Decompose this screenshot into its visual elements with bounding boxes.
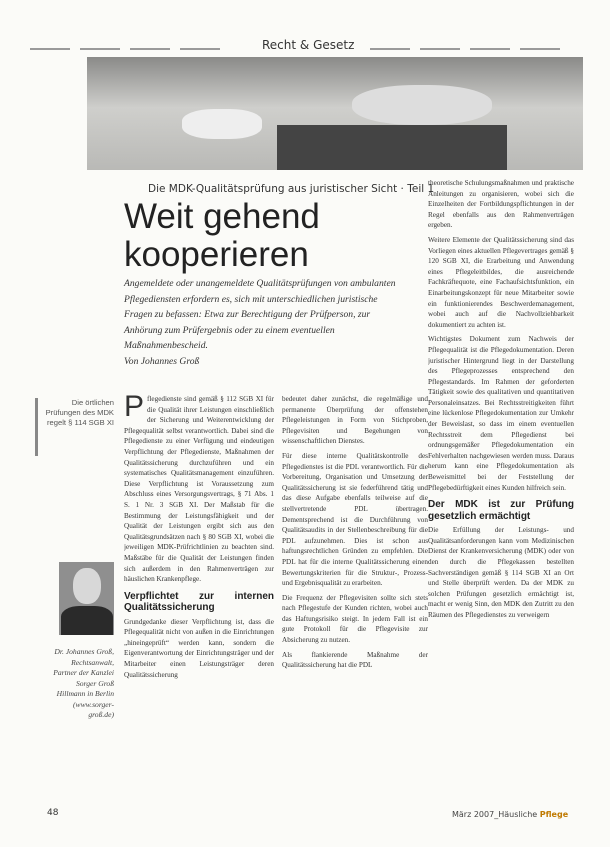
header-rule: [30, 48, 70, 50]
title-line-2: kooperieren: [124, 235, 309, 274]
drop-cap: P: [124, 394, 145, 423]
subheading: Der MDK ist zur Prüfung gesetzlich ermächtigt: [428, 499, 574, 522]
article-kicker: Die MDK-Qualitätsprüfung aus juristischer Sicht · Teil 1: [148, 183, 435, 195]
article-author: Von Johannes Groß: [124, 356, 200, 367]
body-paragraph: Für diese interne Qualitätskontrolle des Pflegedienstes ist die PDL verantwortlich. Für die Vorbereitung, Organisation und Umsetzung der Qualitätssicherung ist sie federführend tätig und das diese Aufgabe ebenfalls teilweise auf die stellvertretende PDL übertragen. Dementsprechend ist die Durchführung von Qualitätsaudits in der Stellenbeschreibung für die PDL aufzunehmen. Dies ist schon aus haftungsrechtlichen Gründen zu empfehlen. Die PDL hat für die interne Qualitätssicherung einen Bewertungskriterien für die Struktur-, Prozess- und Ergebnisqualität zu erarbeiten.: [282, 451, 428, 588]
header-rule: [420, 48, 460, 50]
body-paragraph: Die Erfüllung der Leistungs- und Qualitätsanforderungen kann vom Medizinischen Dienst der Krankenversicherung (MDK) oder von den durch die Pflegekassen bestellten Sachverständigen gemäß § 114 SGB XI an Ort und Stelle überprüft werden. Da der MDK zu solchen Prüfungen gesetzlich ermächtigt ist, macht er wenig Sinn, den MDK den Zutritt zu den Räumen des Pflegedienstes zu verweigern: [428, 526, 574, 619]
footer-issue: März 2007_: [452, 810, 499, 819]
header-rule: [130, 48, 170, 50]
body-paragraph: bedeutet daher zunächst, die regelmäßige und permanente Überprüfung der offenstehen Pflegeleistungen in Form von Stichproben, Pflegevisiten und Begehungen von wissenschaftlichen Dienstes.: [282, 395, 428, 446]
photo-hand: [182, 109, 262, 139]
body-column-1: [124, 394, 274, 804]
hero-photo: [87, 57, 583, 170]
footer-magazine-accent: Pflege: [539, 810, 569, 819]
header-rule: [180, 48, 220, 50]
body-column-2: [282, 394, 428, 804]
title-line-1: Weit gehend: [124, 197, 320, 236]
side-note-text: Die örtlichen Prüfungen des MDK regelt § 114 SGB XI: [45, 398, 114, 427]
photo-book: [277, 125, 507, 170]
portrait-face: [73, 568, 101, 604]
body-paragraph: Die Frequenz der Pflegevisiten sollte sich stets nach Pflegestufe der Kunden richten, wobei auch das Haftungsrisiko steigt. In jedem Fall ist ein gute Protokoll für die Pflegevisite zur Absicherung zu nutzen.: [282, 593, 428, 645]
header-rule: [470, 48, 510, 50]
article-lead: Angemeldete oder unangemeldete Qualitätsprüfungen von ambulanten Pflegediensten erfordern es, sich mit unterschiedlichen juristische Fragen zu befassen: Etwa zur Berechtigung der Prüfperson, zur Anhörung zum Prüfergebnis oder zu einem eventuellen Maßnahmenbescheid.: [124, 278, 396, 351]
side-note: [40, 398, 114, 428]
body-paragraph: Als flankierende Maßnahme der Qualitätssicherung hat die PDL: [282, 650, 428, 670]
page-number: 48: [47, 808, 59, 818]
body-paragraph: Grundgedanke dieser Verpflichtung ist, dass die Pflegequalität nicht von außen in die Einrichtungen „hineingeprüft“ werden kann, sondern die Eigenverantwortung der Einrichtungsträger und der Mitarbeiter einen Leistungsträger deren Qualitätssicherung: [124, 617, 274, 679]
photo-hand: [352, 85, 492, 125]
header-rule: [80, 48, 120, 50]
body-paragraph: Pflegedienste sind gemäß § 112 SGB XI für die Qualität ihrer Leistungen einschließlich der Sicherung und Weiterentwicklung der Pflegequalität selbst verantwortlich. Dabei sind die Pflegedienste zu einer Verfügung und eindeutigen Verpflichtung der Pflegedienste, Maßnahmen der Qualitätssicherung durchzuführen und ein systematisches Qualitätsmanagement einzuführen. Diese Verpflichtung ist Voraussetzung zum Abschluss eines Versorgungsvertrags, § 71 Abs. 1 S. 1 Nr. 3 SGB XI. Der Maßstab für die Bestimmung der Leistungsfähigkeit und der Qualität der Leistungen ergibt sich aus den Qualitätsgrundsätzen nach § 80 SGB XI, wobei die jeweiligen MDK-Prüfrichtlinien zu beachten sind. Maßstäbe für die Qualität der Leistungen finden sich außerdem in den Rahmenverträgen zur häuslichen Krankenpflege.: [124, 394, 274, 584]
header-rule: [370, 48, 410, 50]
subheading: Verpflichtet zur internen Qualitätssicherung: [124, 590, 274, 614]
section-title: Recht & Gesetz: [262, 38, 355, 52]
author-portrait: [59, 562, 114, 635]
body-paragraph: theoretische Schulungsmaßnahmen und praktische Anleitungen zu organisieren, wobei sich die Einzelheiten der Fortbildungspflichtungen in der Regel ebenfalls aus den Rahmenverträgen ergeben.: [428, 179, 574, 230]
footer-magazine-name: Häusliche: [498, 810, 540, 819]
body-column-3: [428, 178, 574, 806]
author-caption: Dr. Johannes Groß, Rechtsanwalt, Partner der Kanzlei Sorger Groß Hillmann in Berlin (www.sorger-groß.de): [53, 647, 114, 719]
footer-magazine: [452, 810, 568, 819]
header-rule: [520, 48, 560, 50]
body-paragraph: Wichtigstes Dokument zum Nachweis der Pflegequalität ist die Pflegedokumentation. Deren juristischer Hintergrund liegt in der Darstellung des Pflegeprozesses entsprechend den Pflegestandards. Im Rahmen der geforderten Tätigkeit sowie des qualitativen und quantitativen Personaleinsatzes. Bei Rechtsstreitigkeiten führt eine lückenlose Pflegedokumentation zur Umkehr der Beweislast, so dass im einem eventuellen Rechtsstreit dem Pflegedienst bei ordnungsgemäßer Pflegedokumentation ein Fehlverhalten nachgewiesen werden muss. Daraus herum kann eine Pflegedokumentation als Beweismittel bei der Feststellung der Pflegebedürftigkeit eines Kunden hilfreich sein.: [428, 335, 574, 492]
side-note-rule: [35, 398, 38, 456]
article-title: [124, 198, 320, 274]
portrait-suit: [61, 606, 113, 635]
body-paragraph: Weitere Elemente der Qualitätssicherung sind das Vorliegen eines aktuellen Pflegevertrages gemäß § 120 SGB XI, die Erarbeitung und Anwendung eines Pflegeleitbildes, die ausreichende Fachkräftequote, eine Fachaufsichtsfunktion, ein Einarbeitungskonzept für neue Mitarbeiter sowie ein funktionierendes Beschwerdemanagement, wobei auch auf die Nachvollziehbarkeit dokumentiert zu achten ist.: [428, 235, 574, 329]
